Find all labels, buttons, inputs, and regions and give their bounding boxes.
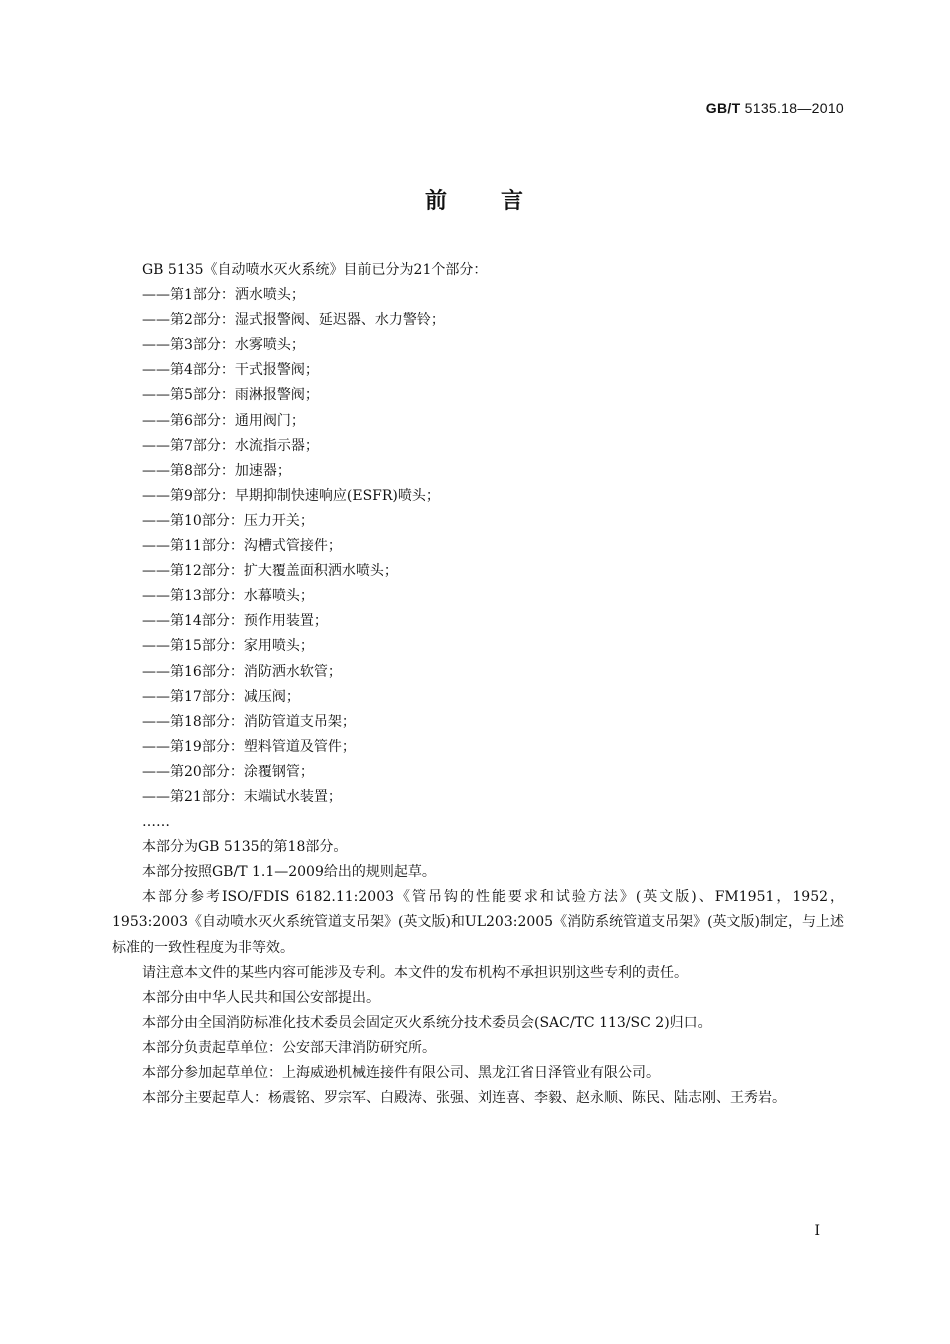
part-item: ——第10部分：压力开关； <box>142 512 314 529</box>
paragraph-participating-units: 本部分参加起草单位：上海威逊机械连接件有限公司、黑龙江省日泽管业有限公司。 <box>142 1065 660 1081</box>
part-item: ——第5部分：雨淋报警阀； <box>142 387 319 404</box>
paragraph-main-drafters: 本部分主要起草人：杨震铭、罗宗军、白殿涛、张强、刘连喜、李毅、赵永顺、陈民、陆志刚、王秀岩。 <box>142 1090 786 1107</box>
part-item: ——第1部分：洒水喷头； <box>142 287 305 304</box>
part-item: ——第8部分：加速器； <box>142 462 291 479</box>
paragraph-drafting-unit: 本部分负责起草单位：公安部天津消防研究所。 <box>142 1039 436 1056</box>
part-item: ——第13部分：水幕喷头； <box>142 588 314 605</box>
part-item: ——第2部分：湿式报警阀、延迟器、水力警铃； <box>142 312 445 329</box>
part-item: ——第16部分：消防洒水软管； <box>142 663 342 680</box>
part-item: ——第12部分：扩大覆盖面积洒水喷头； <box>142 563 398 580</box>
paragraph-drafting-rules: 本部分按照GB/T 1.1—2009给出的规则起草。 <box>142 864 436 881</box>
paragraph-references: 本部分参考ISO/FDIS 6182.11:2003《管吊钩的性能要求和试验方法》(英文版)、FM1951，1952，1953:2003《自动喷水灭火系统管道支吊架》(英文版)和UL203:2005《消防系统管道支吊架》(英文版)制定，与上述标准的一致性程度为非等效。 <box>112 889 844 956</box>
part-item: ——第14部分：预作用装置； <box>142 613 328 630</box>
part-item: ——第15部分：家用喷头； <box>142 638 314 655</box>
part-item: ——第20部分：涂覆钢管； <box>142 763 314 780</box>
paragraph-responsible-committee: 本部分由全国消防标准化技术委员会固定灭火系统分技术委员会(SAC/TC 113/SC 2)归口。 <box>142 1014 712 1031</box>
part-item: ——第9部分：早期抑制快速响应(ESFR)喷头； <box>142 487 440 504</box>
part-item: ——第21部分：末端试水装置； <box>142 788 342 805</box>
standard-number: 5135.18—2010 <box>744 100 844 116</box>
part-item: ——第4部分：干式报警阀； <box>142 362 319 379</box>
foreword-body <box>112 258 844 1111</box>
standard-prefix: GB/T <box>705 100 741 116</box>
paragraph-proposed-by: 本部分由中华人民共和国公安部提出。 <box>142 989 380 1006</box>
part-item: ——第11部分：沟槽式管接件； <box>142 538 342 555</box>
page-title <box>0 184 950 215</box>
paragraph-part-statement: 本部分为GB 5135的第18部分。 <box>142 839 348 856</box>
part-item: ——第3部分：水雾喷头； <box>142 337 305 354</box>
paragraph-patent-notice: 请注意本文件的某些内容可能涉及专利。本文件的发布机构不承担识别这些专利的责任。 <box>142 964 688 981</box>
title-char-1: 前 <box>424 189 449 214</box>
standard-code <box>706 100 844 116</box>
part-item: ——第18部分：消防管道支吊架； <box>142 713 356 730</box>
title-char-2: 言 <box>501 189 526 214</box>
ellipsis: …… <box>142 814 170 831</box>
part-item: ——第6部分：通用阀门； <box>142 412 305 429</box>
part-item: ——第7部分：水流指示器； <box>142 437 319 454</box>
part-item: ——第19部分：塑料管道及管件； <box>142 738 356 755</box>
part-item: ——第17部分：减压阀； <box>142 688 300 705</box>
page-number: I <box>814 1223 820 1239</box>
intro-paragraph: GB 5135《自动喷水灭火系统》目前已分为21个部分： <box>142 262 488 278</box>
